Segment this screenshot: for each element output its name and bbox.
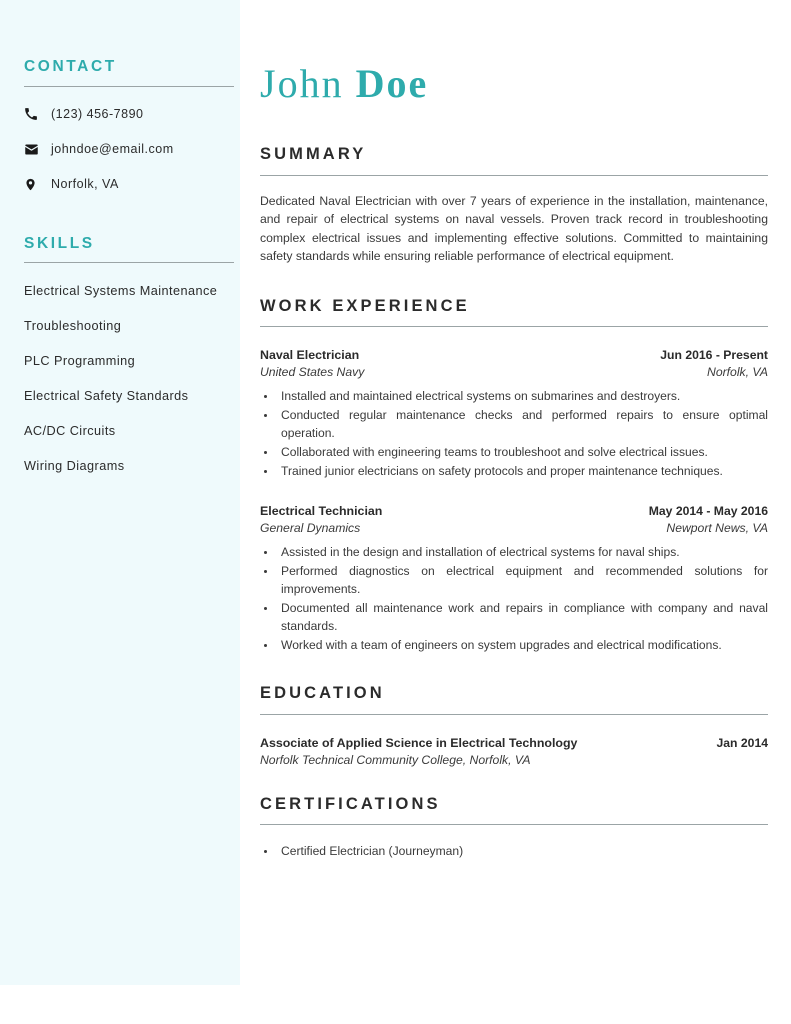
job-title: Naval Electrician [260,348,360,362]
envelope-icon [24,142,41,157]
certifications-section [260,796,768,861]
job-bullet: • Collaborated with engineering teams to troubleshoot and solve electrical issues. [277,443,768,461]
contact-list [24,107,237,192]
certification-item: • Certified Electrician (Journeyman) [277,842,768,860]
work-entry-header [260,504,768,518]
education-entry-subheader [260,753,768,767]
skills-list [24,284,237,473]
work-entry-subheader [260,521,768,535]
job-bullet: • Assisted in the design and installation of electrical systems for naval ships. [277,543,768,561]
job-location: Norfolk, VA [707,365,768,379]
contact-heading: CONTACT [24,58,117,75]
work-entry-header [260,348,768,362]
job-bullet: • Performed diagnostics on electrical equipment and recommended solutions for improvements. [277,562,768,598]
education-heading: EDUCATION [260,684,385,702]
map-pin-icon [24,177,41,192]
summary-section [260,146,768,266]
contact-item-email[interactable] [24,142,237,157]
job-bullet: • Worked with a team of engineers on system upgrades and electrical modifications. [277,636,768,654]
work-experience-divider [260,326,768,327]
certifications-heading: CERTIFICATIONS [260,794,441,813]
work-entry [260,348,768,480]
skills-heading: SKILLS [24,234,95,252]
skill-item: AC/DC Circuits [24,424,116,438]
education-section [260,685,768,767]
school-name: Norfolk Technical Community College, Norfolk, VA [260,752,531,767]
skills-divider [24,262,234,263]
summary-heading: SUMMARY [260,145,367,163]
degree-date: Jan 2014 [716,735,768,750]
last-name: Doe [355,61,429,106]
work-experience-heading: WORK EXPERIENCE [260,296,470,315]
contact-divider [24,86,234,87]
job-bullets [260,543,768,654]
education-divider [260,714,768,715]
contact-phone-text: (123) 456-7890 [51,107,144,121]
sidebar [0,0,240,985]
skill-item: PLC Programming [24,354,136,368]
page-title [260,61,768,106]
job-title: Electrical Technician [260,504,383,518]
job-dates: Jun 2016 - Present [660,348,768,362]
contact-email-text: johndoe@email.com [51,142,174,156]
job-dates: May 2014 - May 2016 [648,504,768,518]
education-entry [260,736,768,767]
contact-item-location[interactable] [24,177,237,192]
skills-section [0,192,240,474]
employer-name: United States Navy [260,365,365,379]
summary-divider [260,175,768,176]
main-content [260,0,768,861]
job-bullet: • Installed and maintained electrical systems on submarines and destroyers. [277,387,768,405]
certifications-divider [260,824,768,825]
phone-icon [24,107,41,122]
skill-item: Electrical Safety Standards [24,389,189,403]
contact-location-text: Norfolk, VA [51,177,119,191]
work-entry [260,504,768,654]
job-bullets [260,387,768,480]
job-location: Newport News, VA [666,521,768,535]
contact-section [0,0,240,192]
summary-text: Dedicated Naval Electrician with over 7 years of experience in the installation, maintenance, and repair of electrical systems on naval vessels. Proven track record in troubleshooting complex electrical issues and implementing effective solutions. Committed to maintaining safety standards while ensuring reliable performance of electrical equipment. [260,193,768,263]
employer-name: General Dynamics [260,521,361,535]
contact-item-phone[interactable] [24,107,237,122]
skill-item: Wiring Diagrams [24,459,125,473]
degree-title: Associate of Applied Science in Electrical Technology [260,735,578,750]
job-bullet: • Documented all maintenance work and repairs in compliance with company and naval standards. [277,599,768,635]
certifications-list [260,842,768,860]
job-bullet: • Trained junior electricians on safety protocols and proper maintenance techniques. [277,462,768,480]
work-experience-section [260,298,768,655]
job-bullet: • Conducted regular maintenance checks and performed repairs to ensure optimal operation. [277,406,768,442]
skill-item: Electrical Systems Maintenance [24,284,218,298]
education-entry-header [260,736,768,750]
first-name: John [260,61,344,106]
work-entry-subheader [260,365,768,379]
skill-item: Troubleshooting [24,319,122,333]
